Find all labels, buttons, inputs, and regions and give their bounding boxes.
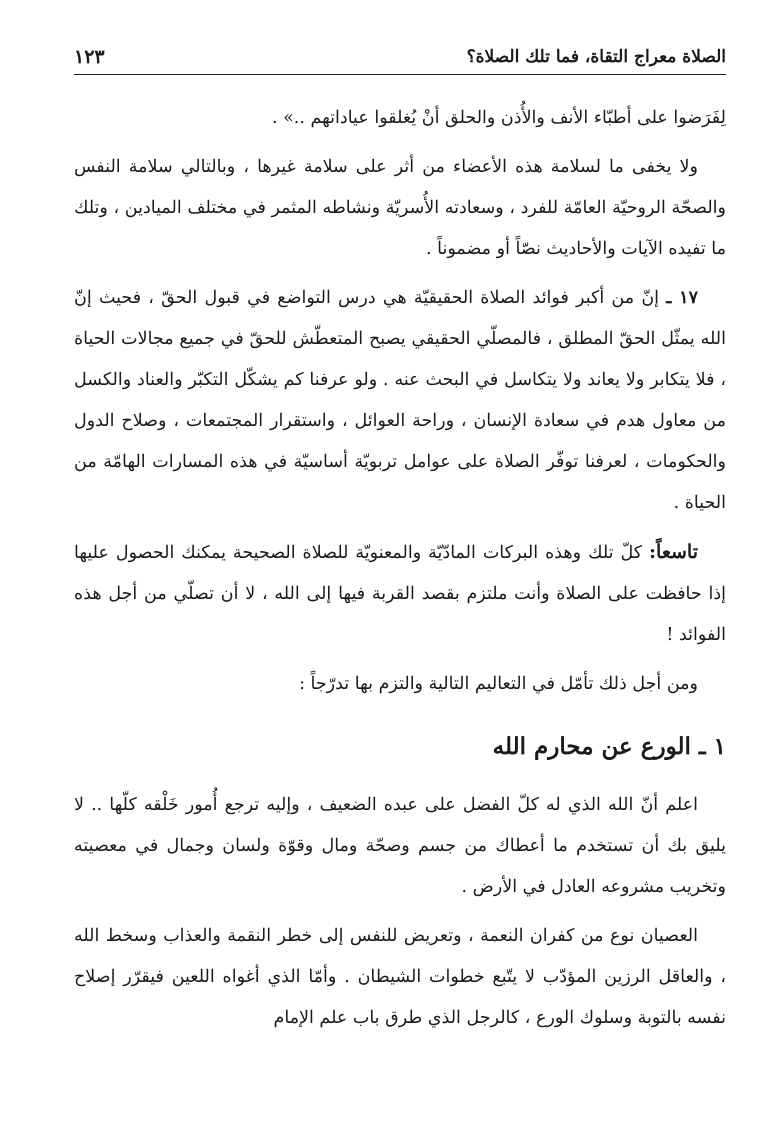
benefit-text: إنّ من أكبر فوائد الصلاة الحقيقيّة هي درس التواضع في قبول الحقّ ، فحيث إنّ الله يمثّل الحقّ المطلق ، فالمصلّي الحقيقي يصبح المتعطّش للحقّ في جميع مجالات الحياة ، فلا يتكابر ولا يعاند ولا يتكاسل في البحث عنه . ولو عرفنا كم يشكّل التكبّر والعناد والكسل من معاول هدم في سعادة الإنسان ، وراحة العوائل ، واستقرار المجتمعات ، وصلاح الدول والحكومات ، لعرفنا توفّر الصلاة على عوامل تربويّة أساسيّة في هذه المسارات الهامّة من الحياة . — [74, 288, 726, 513]
ninth-text: كلّ تلك وهذه البركات المادّيّة والمعنويّة للصلاة الصحيحة يمكنك الحصول عليها إذا حافظت على الصلاة وأنت ملتزم بقصد القربة فيها إلى الله ، لا أن تصلّي من أجل هذه الفوائد ! — [74, 543, 726, 645]
page-body — [74, 98, 726, 1039]
section-heading: ١ ـ الورع عن محارم الله — [492, 733, 726, 760]
paragraph-disobedience: العصيان نوع من كفران النعمة ، وتعريض للنفس إلى خطر النقمة والعذاب وسخط الله ، والعاقل الرزين المؤدّب لا يتّبع خطوات الشيطان . وأمّا الذي أغواه اللعين فيقرّر إصلاح نفسه بالتوبة وسلوك الورع ، كالرجل الذي طرق باب علم الإمام — [74, 926, 726, 1028]
running-title: الصلاة معراج التقاة، فما تلك الصلاة؟ — [466, 47, 726, 67]
paragraph-piety: اعلم أنّ الله الذي له كلّ الفضل على عبده الضعيف ، وإليه ترجع أُمور خَلْقه كلّها .. لا يليق بك أن تستخدم ما أعطاك من جسم وصحّة ومال وقوّة ولسان وجمال في معصيته وتخريب مشروعه العادل في الأرض . — [74, 795, 726, 897]
paragraph-quote-end: لِفَرَضوا على أطبّاء الأنف والأُذن والحلق أنْ يُغلقوا عياداتهم ..» . — [271, 108, 726, 128]
paragraph-ninth — [74, 532, 726, 656]
benefit-number: ١٧ ـ — [666, 288, 698, 308]
running-header — [74, 40, 726, 75]
paragraph-teachings-intro: ومن أجل ذلك تأمّل في التعاليم التالية والتزم بها تدرّجاً : — [299, 674, 698, 694]
ninth-lead-word: تاسعاً: — [649, 541, 698, 563]
paragraph-benefit-17 — [74, 278, 726, 524]
book-page — [74, 0, 726, 1123]
paragraph-organs-health: ولا يخفى ما لسلامة هذه الأعضاء من أثر على سلامة غيرها ، وبالتالي سلامة النفس والصحّة الروحيّة العامّة للفرد ، وسعادته الأُسريّة ونشاطه المثمر في مختلف الميادين ، وتلك ما تفيده الآيات والأحاديث نصّاً أو مضموناً . — [74, 157, 726, 259]
page-number: ١٢٣ — [74, 46, 105, 68]
